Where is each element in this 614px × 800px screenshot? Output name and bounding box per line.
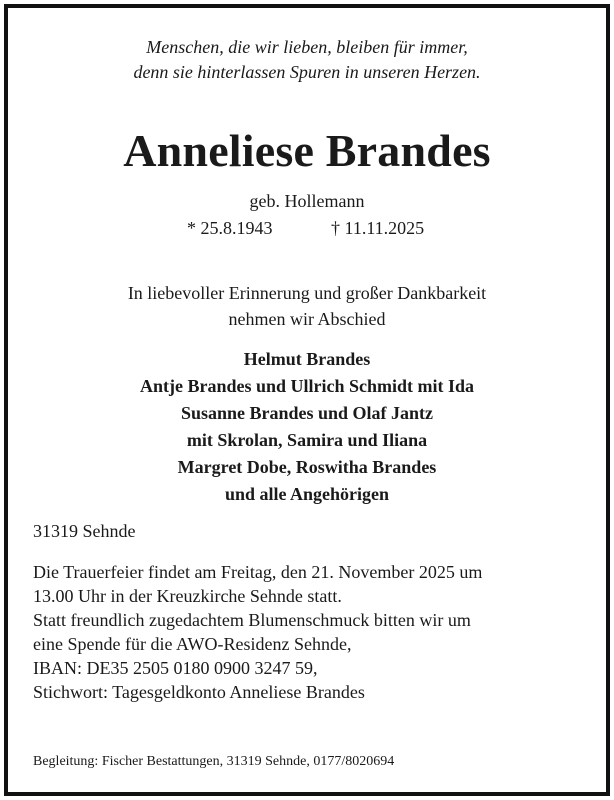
motto-line: denn sie hinterlassen Spuren in unseren Herzen. [133,62,481,82]
details-line: IBAN: DE35 2505 0180 0900 3247 59, [33,658,318,678]
funeral-home-footer: Begleitung: Fischer Bestattungen, 31319 Sehnde, 0177/8020694 [33,754,395,769]
details-line: 13.00 Uhr in der Kreuzkirche Sehnde statt. [33,586,342,606]
mourner-line: Antje Brandes und Ullrich Schmidt mit Ida [139,376,475,396]
place-of-residence: 31319 Sehnde [33,521,136,541]
farewell-text [8,280,606,332]
obituary-notice [4,4,610,796]
details-line: Stichwort: Tagesgeldkonto Anneliese Brandes [33,682,365,702]
maiden-name: geb. Hollemann [249,191,365,211]
mourner-line: Margret Dobe, Roswitha Brandes [177,457,437,477]
farewell-line: In liebevoller Erinnerung und großer Dankbarkeit [127,283,487,303]
deceased-name: Anneliese Brandes [123,125,491,176]
mourners-list [8,346,606,508]
death-date: † 11.11.2025 [331,218,425,238]
motto-line: Menschen, die wir lieben, bleiben für immer, [146,37,468,57]
mourner-line: und alle Angehörigen [224,484,390,504]
birth-date: * 25.8.1943 [187,218,273,238]
funeral-details [33,560,482,704]
mourner-line: Susanne Brandes und Olaf Jantz [180,403,434,423]
farewell-line: nehmen wir Abschied [228,309,386,329]
details-line: eine Spende für die AWO-Residenz Sehnde, [33,634,352,654]
mourner-line: Helmut Brandes [243,349,371,369]
motto-quote [8,35,606,85]
details-line: Die Trauerfeier findet am Freitag, den 21. November 2025 um [33,562,483,582]
details-line: Statt freundlich zugedachtem Blumenschmuck bitten wir um [33,610,471,630]
mourner-line: mit Skrolan, Samira und Iliana [186,430,428,450]
